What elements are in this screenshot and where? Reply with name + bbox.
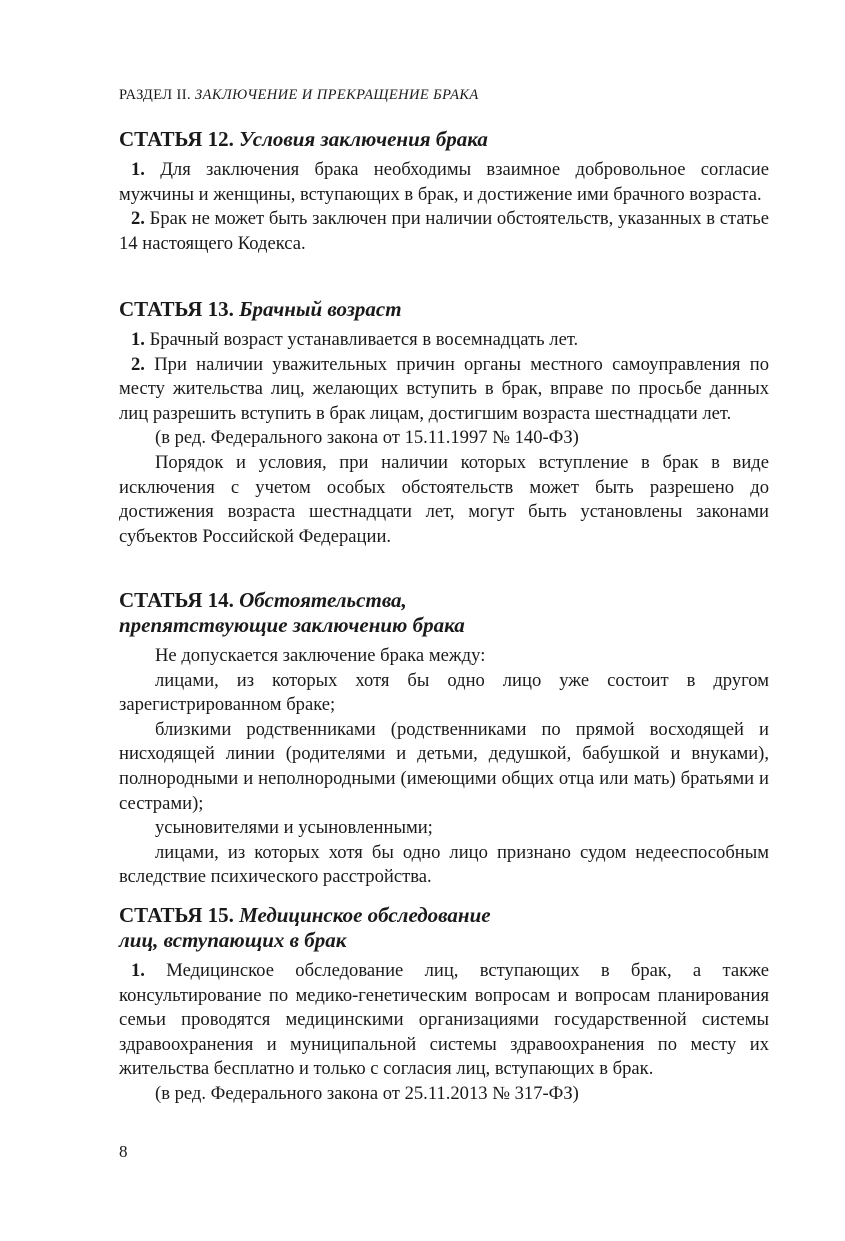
article-heading bbox=[119, 903, 769, 953]
article-title: Обстоятельства, bbox=[239, 588, 407, 612]
paragraph-number: 1. bbox=[131, 159, 145, 180]
paragraph: Не допускается заключение брака между: bbox=[155, 645, 486, 666]
paragraph-text: Для заключения брака необходимы взаимное добровольное согласие мужчины и женщины, вступающих в брак, и достижение ими брачного возраста. bbox=[119, 159, 769, 205]
paragraph-number: 2. bbox=[131, 208, 145, 230]
amendment-note: (в ред. Федерального закона от 15.11.1997 № 140-ФЗ) bbox=[155, 427, 579, 449]
running-head bbox=[119, 87, 479, 104]
article-title: Медицинское обследование bbox=[239, 903, 491, 927]
article-title-line2: лиц, вступающих в брак bbox=[119, 928, 347, 952]
article-title: Условия заключения брака bbox=[239, 127, 488, 151]
paragraph bbox=[119, 353, 769, 427]
paragraph-text: Медицинское обследование лиц, вступающих в брак, а также консультирование по медико-генетическим вопросам и вопросам планирования семьи проводятся медицинскими организациями государственной системы здравоохранения и муниципальной системы здравоохранения по месту их жительства бесплатно и только с согласия лиц, вступающих в брак. bbox=[119, 960, 769, 1080]
paragraph bbox=[119, 959, 769, 1082]
paragraph: близкими родственниками (родственниками по прямой восходящей и нисходящей линии (родителями и детьми, дедушкой, бабушкой и внуками), полнородными и неполнородными (имеющими общих отца или мать) братьями и сестрами); bbox=[119, 718, 769, 814]
article-15 bbox=[119, 903, 769, 1107]
paragraph: лицами, из которых хотя бы одно лицо признано судом недееспособным вследствие психического расстройства. bbox=[119, 841, 769, 888]
paragraph: усыновителями и усыновленными; bbox=[155, 817, 433, 839]
article-heading bbox=[119, 297, 769, 322]
paragraph bbox=[119, 207, 769, 256]
article-12 bbox=[119, 127, 769, 256]
paragraph-text: Брачный возраст устанавливается в восемнадцать лет. bbox=[149, 329, 579, 350]
paragraph-text: Брак не может быть заключен при наличии обстоятельств, указанных в статье 14 настоящего Кодекса. bbox=[119, 208, 769, 254]
paragraph-number: 1. bbox=[131, 960, 145, 981]
article-14 bbox=[119, 588, 769, 890]
paragraph: лицами, из которых хотя бы одно лицо уже состоит в другом зарегистрированном браке; bbox=[119, 669, 769, 716]
page-number: 8 bbox=[119, 1142, 128, 1161]
paragraph-number: 1. bbox=[131, 329, 145, 350]
article-number: СТАТЬЯ 14. bbox=[119, 588, 234, 612]
paragraph-text: При наличии уважительных причин органы местного самоуправления по месту жительства лиц, желающих вступить в брак, вправе по просьбе данных лиц разрешить вступить в брак лицам, достигшим возраста шестнадцати лет. bbox=[119, 353, 769, 424]
article-heading bbox=[119, 588, 769, 638]
running-head-title: ЗАКЛЮЧЕНИЕ И ПРЕКРАЩЕНИЕ БРАКА bbox=[195, 87, 479, 103]
running-head-section: РАЗДЕЛ II. bbox=[119, 87, 191, 103]
amendment-note: (в ред. Федерального закона от 25.11.2013 № 317-ФЗ) bbox=[155, 1082, 579, 1104]
article-13 bbox=[119, 297, 769, 549]
article-title-line2: препятствующие заключению брака bbox=[119, 613, 465, 637]
article-number: СТАТЬЯ 12. bbox=[119, 127, 234, 151]
paragraph bbox=[119, 158, 769, 207]
paragraph-number: 2. bbox=[131, 353, 145, 375]
article-number: СТАТЬЯ 13. bbox=[119, 297, 234, 321]
article-heading bbox=[119, 127, 769, 152]
article-title: Брачный возраст bbox=[239, 297, 402, 321]
paragraph: Порядок и условия, при наличии которых вступление в брак в виде исключения с учетом особых обстоятельств может быть разрешено до достижения возраста шестнадцати лет, могут быть установлены законами субъектов Российской Федерации. bbox=[119, 451, 769, 547]
paragraph bbox=[119, 328, 769, 353]
article-number: СТАТЬЯ 15. bbox=[119, 903, 234, 927]
